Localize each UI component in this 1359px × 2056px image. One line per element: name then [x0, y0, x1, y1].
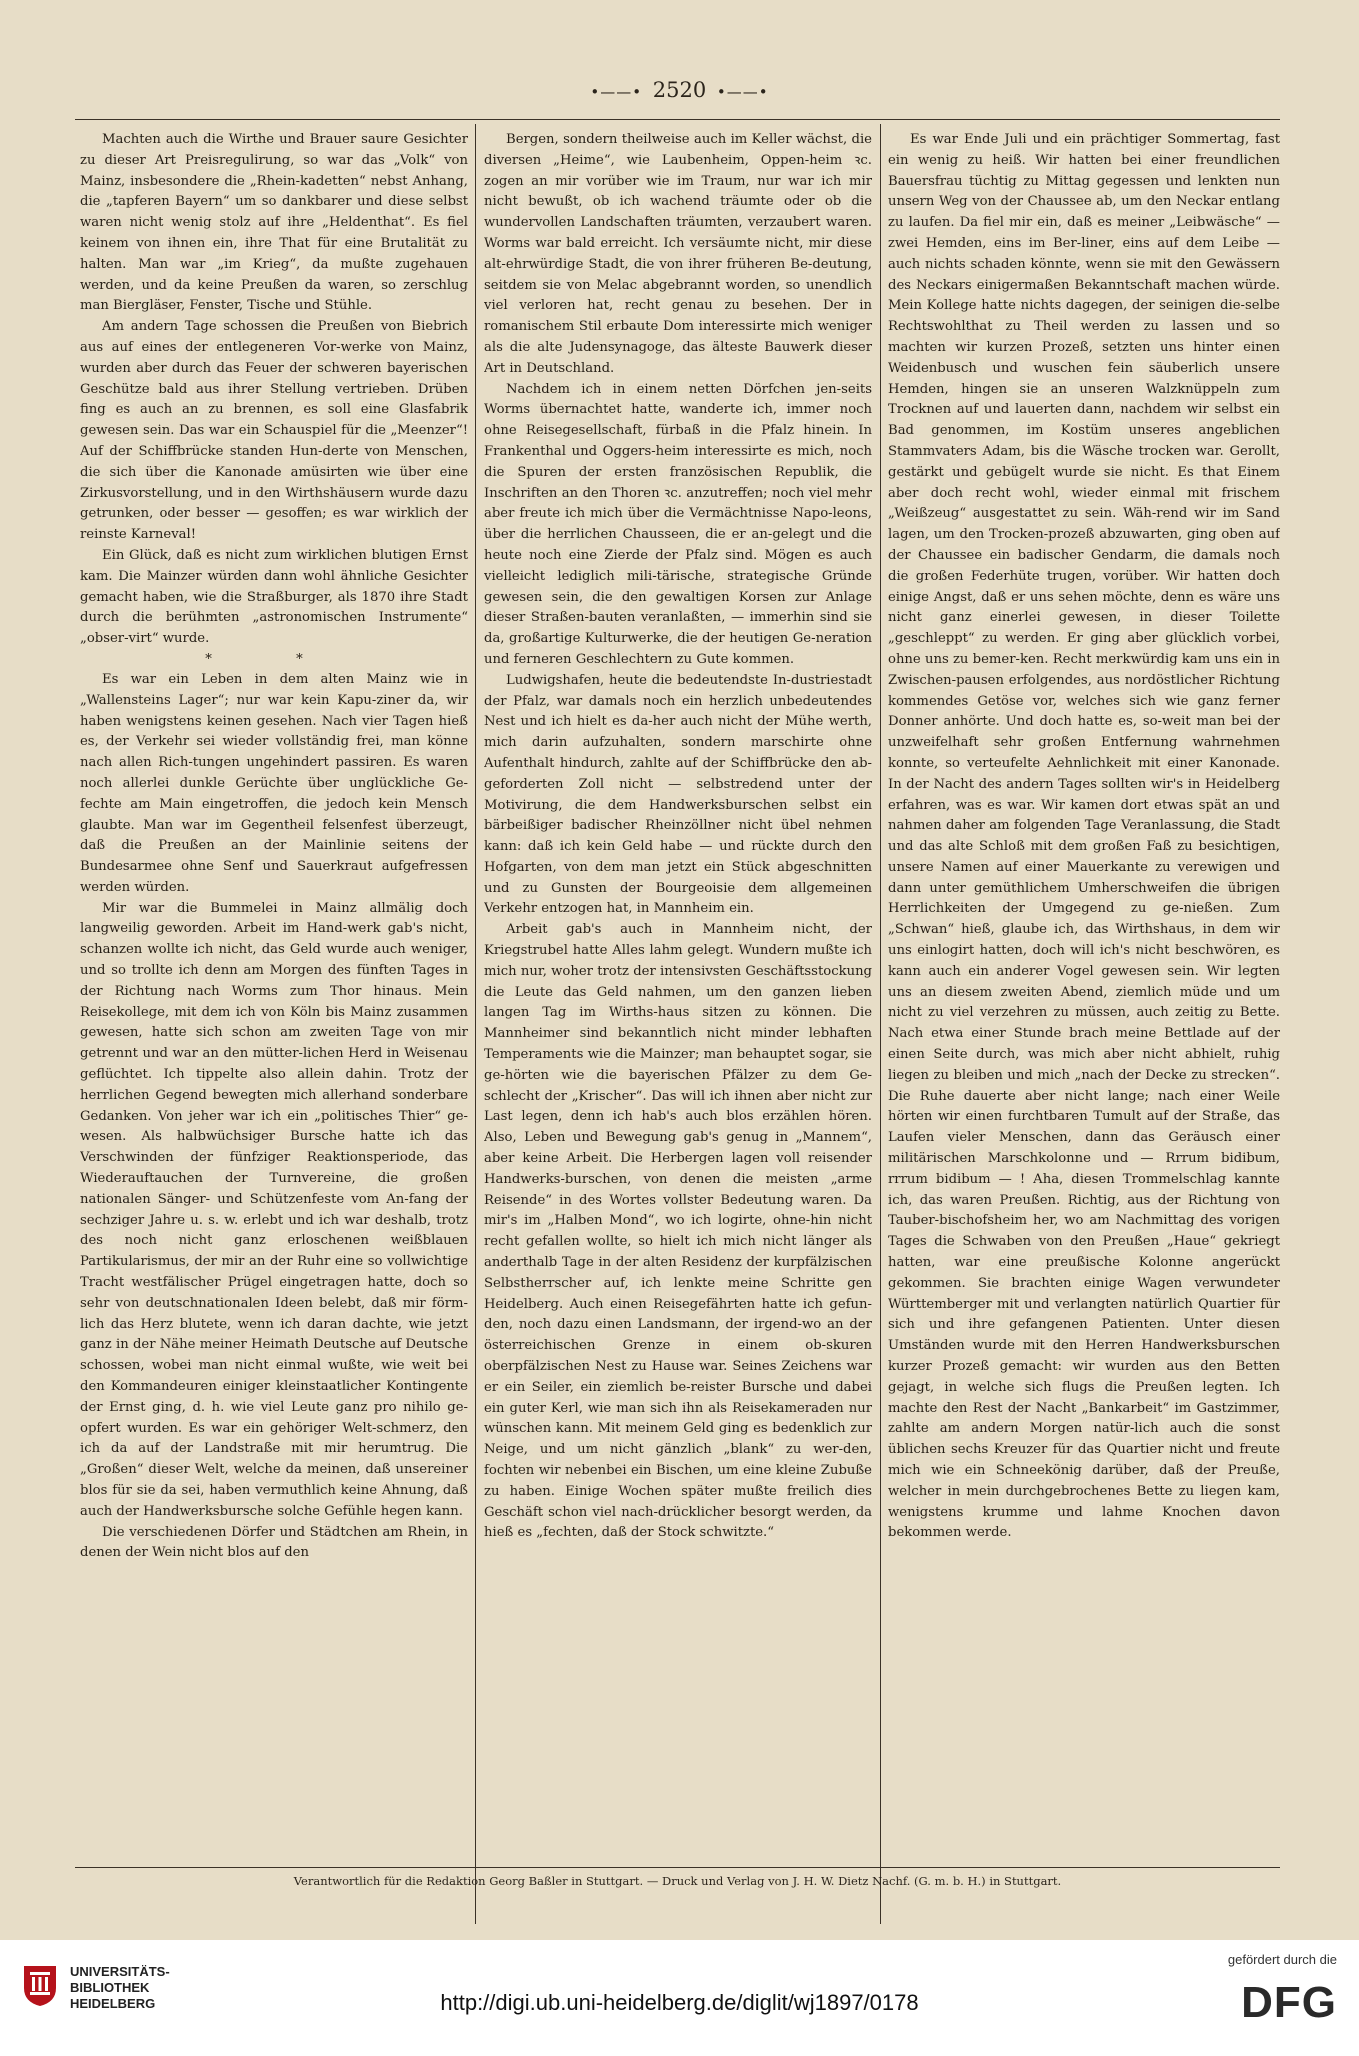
paragraph: Die verschiedenen Dörfer und Städtchen am Rhein, in denen der Wein nicht blos auf den	[80, 1524, 468, 1561]
paragraph: Arbeit gab's auch in Mannheim nicht, der Kriegstrubel hatte Alles lahm gelegt. Wundern mußte ich mich nur, woher trotz der intensivsten Geschäftsstockung die Leute das Geld nahmen, um den ganzen lieben langen Tag im Wirths-haus sitzen zu können. Die Mannheimer sind bekanntlich nicht minder lebhaften Temperaments wie die Mainzer; man behauptet sogar, sie ge-hörten wie die bayerischen Pfälzer zu dem Ge-schlecht der „Krischer“. Das will ich ihnen aber nicht zur Last legen, denn ich hab's auch blos erzählen hören. Also, Leben und Bewegung gab's genug in „Mannem“, aber keine Arbeit. Die Herbergen lagen voll reisender Handwerks-burschen, von denen die meisten „arme Reisende“ in des Wortes vollster Bedeutung waren. Da mir's im „Halben Mond“, wo ich logirte, ohne-hin nicht recht gefallen wollte, so hielt ich mich nicht länger als anderthalb Tage in der alten Residenz der kurpfälzischen Selbstherrscher auf, ich lenkte meine Schritte gen Heidelberg. Auch einen Reisegefährten hatte ich gefun-den, noch dazu einen Landsmann, der irgend-wo an der österreichischen Grenze in einem ob-skuren oberpfälzischen Nest zu Hause war. Seines Zeichens war er ein Seiler, ein ziemlich be-reister Bursche und dabei ein guter Kerl, wie man sich ihn als Reisekameraden nur wünschen kann. Mit meinem Geld ging es bedenklich zur Neige, und um nicht gänzlich „blank“ zu wer-den, fochten wir nebenbei ein Bischen, um eine kleine Zubuße zu haben. Einige Wochen später mußte freilich dies Geschäft schon viel nach-drücklicher besorgt werden, da hieß es „fechten, daß der Stock schwitzte.“	[484, 922, 872, 1541]
permalink-url[interactable]: http://digi.ub.uni-heidelberg.de/diglit/wj1897/0178	[440, 1990, 919, 2015]
text-column-2	[484, 130, 872, 1920]
paragraph: Es war ein Leben in dem alten Mainz wie in „Wallensteins Lager“; nur war kein Kapu-ziner da, wir haben wenigstens keinen gesehen. Nach vier Tagen hieß es, der Verkehr sei wieder vollständig frei, man könne nach allen Rich-tungen ungehindert passiren. Es waren noch allerlei dunkle Gerüchte über unglückliche Ge-fechte am Main eingetroffen, die jedoch kein Mensch glaubte. Man war im Gegentheil felsenfest überzeugt, daß die Preußen an der Mainlinie seitens der Bundesarmee ohne Senf und Sauerkraut aufgefressen werden würden.	[80, 671, 468, 895]
funder-label: gefördert durch die	[1227, 1952, 1337, 1967]
dfg-logo: DFG	[1241, 1978, 1337, 2027]
imprint-line: Verantwortlich für die Redaktion Georg Baßler in Stuttgart. — Druck und Verlag von J. H. W. Dietz Nachf. (G. m. b. H.) in Stuttgart.	[293, 1874, 1062, 1888]
university-name-line: UNIVERSITÄTS-	[70, 1964, 170, 1979]
page-header	[0, 78, 1359, 102]
column-divider	[475, 124, 476, 1924]
paragraph: Ludwigshafen, heute die bedeutendste In-dustriestadt der Pfalz, war damals noch ein herzlich unbedeutendes Nest und ich hielt es da-her auch nicht der Mühe werth, mich darin aufzuhalten, sondern marschirte ohne Aufenthalt hindurch, zahlte auf der Schiffbrücke den ab-geforderten Zoll nicht — selbstredend unter der Motivirung, die dem Handwerksburschen selbst ein bärbeißiger badischer Rheinzöllner nicht übel nehmen kann: daß ich kein Geld habe — und rückte durch den Hofgarten, von dem man jetzt ein Stück abgeschnitten und zu Gunsten der Bourgeoisie dem allgemeinen Verkehr entzogen hat, in Mannheim ein.	[484, 672, 872, 917]
text-column-1	[80, 130, 468, 1920]
header-ornament-left: •——•	[590, 83, 643, 101]
paragraph: Am andern Tage schossen die Preußen von Biebrich aus auf eines der entlegeneren Vor-werke von Mainz, wurden aber durch das Feuer der schweren bayerischen Geschütze bald aus ihrer Stellung vertrieben. Drüben fing es auch an zu brennen, es soll eine Glasfabrik gewesen sein. Das war ein Schauspiel für die „Meenzer“! Auf der Schiffbrücke standen Hun-derte von Menschen, die sich über die Kanonade amüsirten wie über eine Zirkusvorstellung, und in den Wirthshäusern wurde dazu getrunken, oder besser — gesoffen; es war wirklich der reinste Karneval!	[80, 319, 468, 543]
university-name-line: HEIDELBERG	[70, 1996, 156, 2011]
section-separator: * *	[205, 651, 343, 667]
text-column-3	[888, 130, 1280, 1920]
paragraph: Nachdem ich in einem netten Dörfchen jen-seits Worms übernachtet hatte, wanderte ich, immer noch ohne Reisegesellschaft, fürbaß in die Pfalz hinein. In Frankenthal und Oggers-heim interessirte es mich, noch die Spuren der ersten französischen Republik, die Inschriften an den Thoren ꝛc. anzutreffen; noch viel mehr aber freute ich mich über die Vermächtnisse Napo-leons, über die herrlichen Chausseen, die er an-gelegt und die heute noch eine Zierde der Pfalz sind. Mögen es auch vielleicht lediglich mili-tärische, strategische Gründe gewesen sein, die den gewaltigen Korsen zur Anlage dieser Straßen-bauten veranlaßten, — immerhin sind sie da, großartige Kulturwerke, die der heutigen Ge-neration und ferneren Geschlechtern zu Gute kommen.	[484, 381, 872, 667]
column-divider	[880, 124, 881, 1924]
header-rule	[75, 119, 1280, 120]
paragraph: Mir war die Bummelei in Mainz allmälig doch langweilig geworden. Arbeit im Hand-werk gab's nicht, schanzen wollte ich nicht, das Geld wurde auch weniger, und so trollte ich denn am Morgen des fünften Tages in der Richtung nach Worms zum Thor hinaus. Mein Reisekollege, mit dem ich von Köln bis Mainz zusammen gewesen, hatte sich schon am zweiten Tage von mir getrennt und war an den mütter-lichen Herd in Weisenau geflüchtet. Ich tippelte also allein dahin. Trotz der herrlichen Gegend bewegten mich allerhand sonderbare Gedanken. Von jeher war ich ein „politisches Thier“ ge-wesen. Als halbwüchsiger Bursche hatte ich das Verschwinden der fünfziger Reaktionsperiode, das Wiederauftauchen der Turnvereine, die großen nationalen Sänger- und Schützenfeste vom An-fang der sechziger Jahre u. s. w. erlebt und ich war deshalb, trotz des noch nicht ganz erloschenen weißblauen Partikularismus, der mir an der Ruhr eine so vollwichtige Tracht westfälischer Prügel eingetragen hatte, doch so sehr von deutschnationalen Ideen belebt, daß mir förm-lich das Herz blutete, wenn ich daran dachte, wie jetzt ganz in der Nähe meiner Heimath Deutsche auf Deutsche schossen, wobei man nicht einmal wußte, wie weit bei den Kommandeuren einiger kleinstaatlicher Kontingente der Ernst ging, d. h. wie viel Leute ganz pro nihilo ge-opfert wurden. Es war ein gehöriger Welt-schmerz, den ich da auf der Landstraße mit mir herumtrug. Die „Großen“ dieser Welt, welche da meinen, daß unsereiner blos für sie da sei, haben vermuthlich keine Ahnung, daß auch der Handwerksbursche solche Gefühle hegen kann.	[80, 900, 468, 1519]
paragraph: Ein Glück, daß es nicht zum wirklichen blutigen Ernst kam. Die Mainzer würden dann wohl ähnliche Gesichter gemacht haben, wie die Straßburger, als 1870 ihre Stadt durch die berühmten „astronomischen Instrumente“ „obser-virt“ wurde.	[80, 547, 468, 647]
paragraph: Es war Ende Juli und ein prächtiger Sommertag, fast ein wenig zu heiß. Wir hatten bei einer freundlichen Bauersfrau tüchtig zu Mittag gegessen und lenkten nun unsern Weg von der Chaussee ab, um den Neckar entlang zu laufen. Da fiel mir ein, daß es meiner „Leibwäsche“ — zwei Hemden, eins im Ber-liner, eins auf dem Leibe — auch nichts schaden könnte, wenn sie mit den Gewässern des Neckars einigermaßen Bekanntschaft machen würde. Mein Kollege hatte nichts dagegen, der seinigen die-selbe Rechtswohlthat zu Theil werden zu lassen und so machten wir kurzen Prozeß, setzten uns hinter einen Weidenbusch und wuschen fein säuberlich unsere Hemden, hingen sie an unseren Walzknüppeln zum Trocknen auf und lauerten dann, nachdem wir selbst ein Bad genommen, im Kostüm unseres angeblichen Stammvaters Adam, bis die Wäsche trocken war. Gerollt, gestärkt und gebügelt wurde sie nicht. Es that Einem aber doch recht wohl, wieder einmal mit frischem „Weißzeug“ ausgestattet zu sein. Wäh-rend wir im Sand lagen, um den Trocken-prozeß abzuwarten, ging oben auf der Chaussee ein badischer Gendarm, die damals noch die großen Federhüte trugen, vorüber. Wir hatten doch einige Angst, daß er uns sehen möchte, denn es wäre uns nicht ganz einerlei gewesen, in dieser Toilette „geschleppt“ zu werden. Er ging aber glücklich vorbei, ohne uns zu bemer-ken. Recht merkwürdig kam uns ein in Zwischen-pausen erfolgendes, aus nordöstlicher Richtung kommendes Getöse vor, welches sich wie ganz ferner Donner anhörte. Und doch hatte es, so-weit man bei der unzweifelhaft sehr großen Entfernung wahrnehmen konnte, so verteufelte Aehnlichkeit mit einer Kanonade. In der Nacht des andern Tages sollten wir's in Heidelberg erfahren, was es war. Wir kamen dort etwas spät an und nahmen daher am folgenden Tage Veranlassung, die Stadt und das alte Schloß mit dem großen Faß zu besichtigen, unsere Namen auf einer Mauerkante zu verewigen und dann unter gemüthlichem Umherschweifen die übrigen Herrlichkeiten der Umgegend zu ge-nießen. Zum „Schwan“ hieß, glaube ich, das Wirthshaus, in dem wir uns einlogirt hatten, doch will ich's nicht beschwören, es kann auch ein anderer Vogel gewesen sein. Wir legten uns an diesem zweiten Abend, ziemlich müde und um nicht zu viel verzehren zu müssen, auch zeitig zu Bette. Nach etwa einer Stunde brach meine Bettlade auf der einen Seite durch, was mich aber nicht abhielt, ruhig liegen zu bleiben und mich „nach der Decke zu strecken“. Die Ruhe dauerte aber nicht lange; nach einer Weile hörten wir einen furchtbaren Tumult auf der Straße, das Laufen vieler Menschen, dann das Geräusch einer militärischen Marschkolonne und — Rrrum bidibum, rrrum bidibum — ! Aha, diesen Trommelschlag kannte ich, das waren Preußen. Richtig, aus der Richtung von Tauber-bischofsheim her, wo am Nachmittag des vorigen Tages die Schwaben von den Preußen „Haue“ gekriegt hatten, war eine preußische Kolonne angerückt gekommen. Sie brachten einige Wagen verwundeter Württemberger mit und verlangten natürlich Quartier für sich und ihre gefangenen Patienten. Unter diesen Umständen wurde mit den Herren Handwerksburschen kurzer Prozeß gemacht: wir wurden aus den Betten gejagt, in welche sich flugs die Preußen legten. Ich machte den Rest der Nacht „Bankarbeit“ im Gastzimmer, zahlte am andern Morgen natür-lich auch die sonst üblichen sechs Kreuzer für das Quartier nicht und freute mich wie ein Schneekönig darüber, daß der Preuße, welcher in mein durchgebrochenes Bette zu liegen kam, wenigstens krumme und lahme Knochen davon bekommen werde.	[888, 132, 1280, 1541]
viewer-footer	[0, 1940, 1359, 2056]
paragraph: Machten auch die Wirthe und Brauer saure Gesichter zu dieser Art Preisregulirung, so war das „Volk“ von Mainz, insbesondere die „Rhein-kadetten“ nebst Anhang, die „tapferen Bayern“ um so dankbarer und diese selbst waren nicht wenig stolz auf ihre „Heldenthat“. Es fiel keinem von ihnen ein, ihre That für eine Brutalität zu halten. Man war „im Krieg“, da mußte zugehauen werden, und da keine Preußen da waren, so zerschlug man Biergläser, Fenster, Tische und Stühle.	[80, 132, 468, 314]
university-name-line: BIBLIOTHEK	[70, 1980, 150, 1995]
footer-rule	[75, 1867, 1280, 1868]
page-number: 2520	[652, 78, 707, 102]
header-ornament-right: •——•	[716, 83, 769, 101]
paragraph: Bergen, sondern theilweise auch im Keller wächst, die diversen „Heime“, wie Laubenheim, Oppen-heim ꝛc. zogen an mir vorüber wie im Traum, nur war ich mir nicht bewußt, ob ich wachend träumte oder ob die wundervollen Landschaften träumten, verzaubert waren. Worms war bald erreicht. Ich versäumte nicht, mir diese alt-ehrwürdige Stadt, die von ihrer früheren Be-deutung, seitdem sie von Melac abgebrannt worden, so unendlich viel verloren hat, recht genau zu besehen. Der in romanischem Stil erbaute Dom interessirte mich weniger als die alte Judensynagoge, das älteste Bauwerk dieser Art in Deutschland.	[484, 132, 872, 376]
